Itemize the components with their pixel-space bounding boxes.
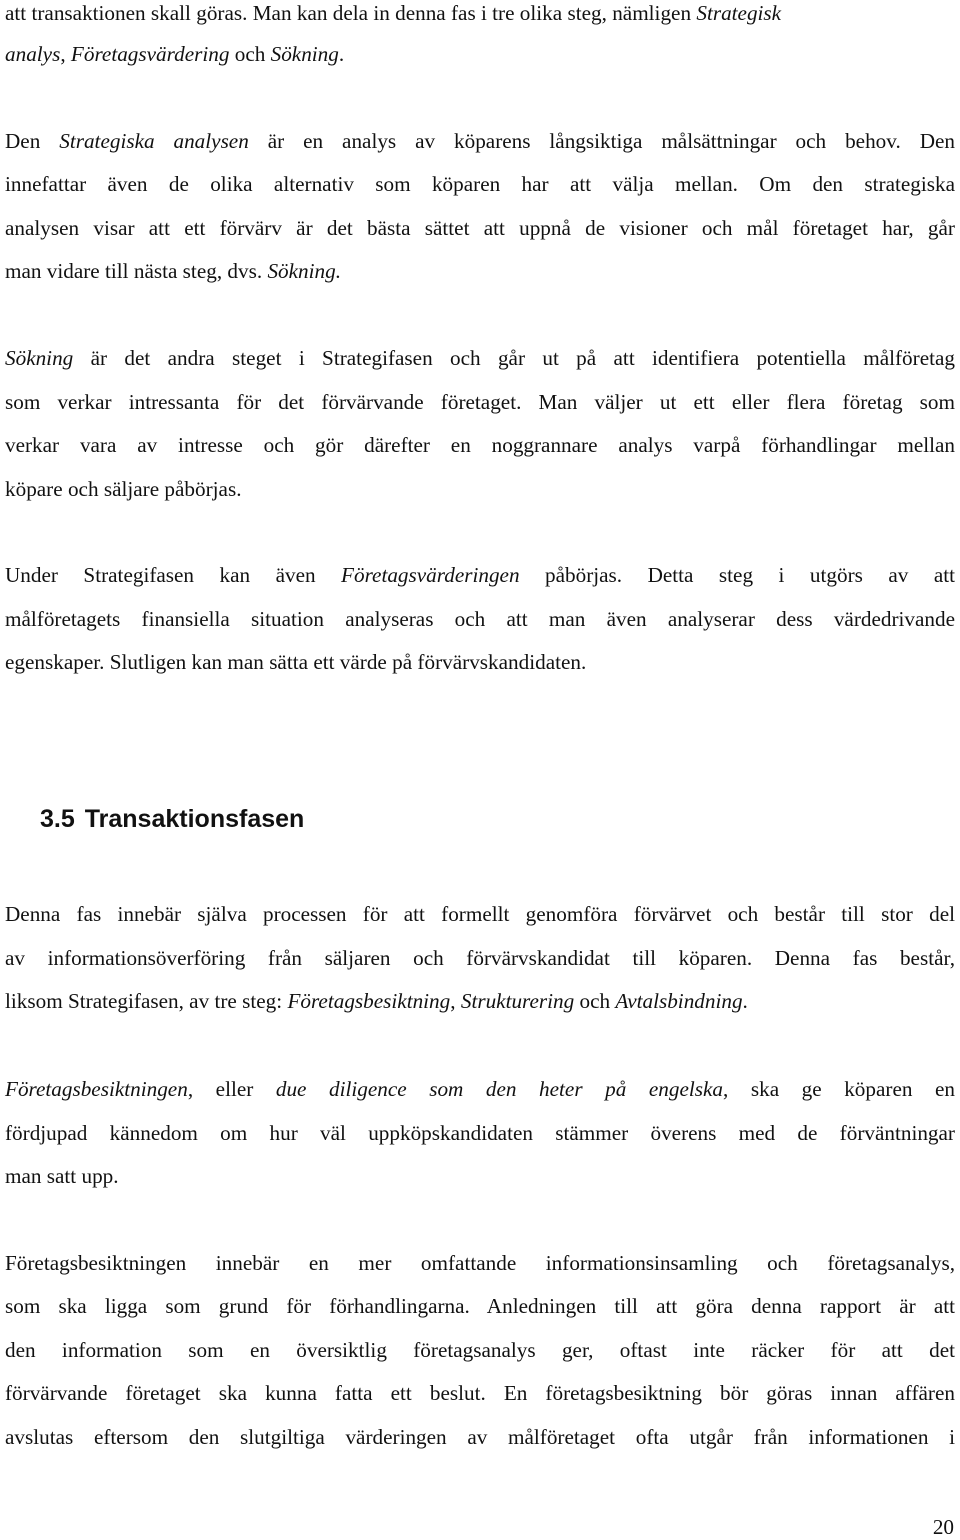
text-run: . <box>742 989 748 1013</box>
paragraph-2-line-2: innefattar även de olika alternativ som köparen har att välja mellan. Om den strategiska <box>5 172 955 196</box>
italic-term: Företagsvärderingen <box>341 563 520 587</box>
paragraph-1-line-1 <box>5 0 955 26</box>
italic-term: Sökning <box>270 42 339 66</box>
section-number: 3.5 <box>40 805 75 833</box>
italic-term: Strategisk <box>696 1 782 25</box>
paragraph-6-line-2: fördjupad kännedom om hur väl uppköpskandidaten stämmer överens med de förväntningar <box>5 1121 955 1145</box>
text-run: liksom Strategifasen, av tre steg: <box>5 989 288 1013</box>
paragraph-5-line-2: av informationsöverföring från säljaren och förvärvskandidat till köparen. Denna fas består, <box>5 946 955 970</box>
italic-term: Företagsbesiktningen <box>5 1077 188 1101</box>
paragraph-1-line-2 <box>5 41 955 67</box>
italic-term: Strukturering <box>460 989 575 1013</box>
paragraph-3-line-3: verkar vara av intresse och gör därefter en noggrannare analys varpå förhandlingar mellan <box>5 433 955 457</box>
section-title: Transaktionsfasen <box>84 805 305 833</box>
text-run: och <box>574 989 616 1013</box>
text-run: att transaktionen skall göras. Man kan dela in denna fas i tre olika steg, nämligen <box>5 1 697 25</box>
paragraph-6-line-3: man satt upp. <box>5 1164 119 1188</box>
italic-term: due diligence som den heter på engelska <box>275 1077 724 1101</box>
italic-term: analys <box>5 42 61 66</box>
italic-term: Sökning <box>5 346 74 370</box>
text-run: Den <box>5 129 60 153</box>
text-run: påbörjas. Detta steg i utgörs av att <box>519 563 955 587</box>
text-run: och <box>229 42 271 66</box>
paragraph-6-line-1 <box>5 1076 955 1102</box>
text-run: , ska ge köparen en <box>723 1077 956 1101</box>
italic-term: Strategiska analysen <box>59 129 249 153</box>
text-run: , <box>450 989 461 1013</box>
paragraph-3-line-4: köpare och säljare påbörjas. <box>5 477 242 501</box>
paragraph-7-line-2: som ska ligga som grund för förhandlingarna. Anledningen till att göra denna rapport är att <box>5 1294 955 1318</box>
text-run: . <box>338 42 345 66</box>
italic-term: Sökning. <box>267 259 341 283</box>
paragraph-3-line-1 <box>5 345 955 371</box>
text-run: är en analys av köparens långsiktiga målsättningar och behov. Den <box>248 129 955 153</box>
paragraph-5-line-3 <box>5 988 955 1014</box>
text-run: är det andra steget i Strategifasen och går ut på att identifiera potentiella målföretag <box>73 346 955 370</box>
text-run: man vidare till nästa steg, dvs. <box>5 259 268 283</box>
italic-term: Företagsbesiktning <box>287 989 451 1013</box>
page-number: 20 <box>932 1515 954 1539</box>
text-run: , <box>60 42 71 66</box>
paragraph-4-line-1 <box>5 562 955 588</box>
paragraph-2-line-1 <box>5 128 955 154</box>
paragraph-4-line-2: målföretagets finansiella situation analyseras och att man även analyserar dess värdedrivande <box>5 607 955 631</box>
italic-term: Företagsvärdering <box>70 42 230 66</box>
paragraph-3-line-2: som verkar intressanta för det förvärvande företaget. Man väljer ut ett eller flera företag som <box>5 390 955 414</box>
paragraph-7-line-1: Företagsbesiktningen innebär en mer omfattande informationsinsamling och företagsanalys, <box>5 1251 955 1275</box>
section-heading <box>40 804 304 834</box>
paragraph-7-line-5: avslutas eftersom den slutgiltiga värderingen av målföretaget ofta utgår från informationen i <box>5 1425 955 1449</box>
paragraph-2-line-4 <box>5 258 955 284</box>
text-run: Under Strategifasen kan även <box>5 563 342 587</box>
paragraph-5-line-1: Denna fas innebär själva processen för att formellt genomföra förvärvet och består till stor del <box>5 902 955 926</box>
paragraph-7-line-3: den information som en översiktlig företagsanalys ger, oftast inte räcker för att det <box>5 1338 955 1362</box>
paragraph-2-line-3: analysen visar att ett förvärv är det bästa sättet att uppnå de visioner och mål företaget har, går <box>5 216 955 240</box>
italic-term: Avtalsbindning <box>615 989 743 1013</box>
paragraph-7-line-4: förvärvande företaget ska kunna fatta ett beslut. En företagsbesiktning bör göras innan affären <box>5 1381 955 1405</box>
text-run: , eller <box>187 1077 276 1101</box>
paragraph-4-line-3: egenskaper. Slutligen kan man sätta ett värde på förvärvskandidaten. <box>5 650 587 674</box>
